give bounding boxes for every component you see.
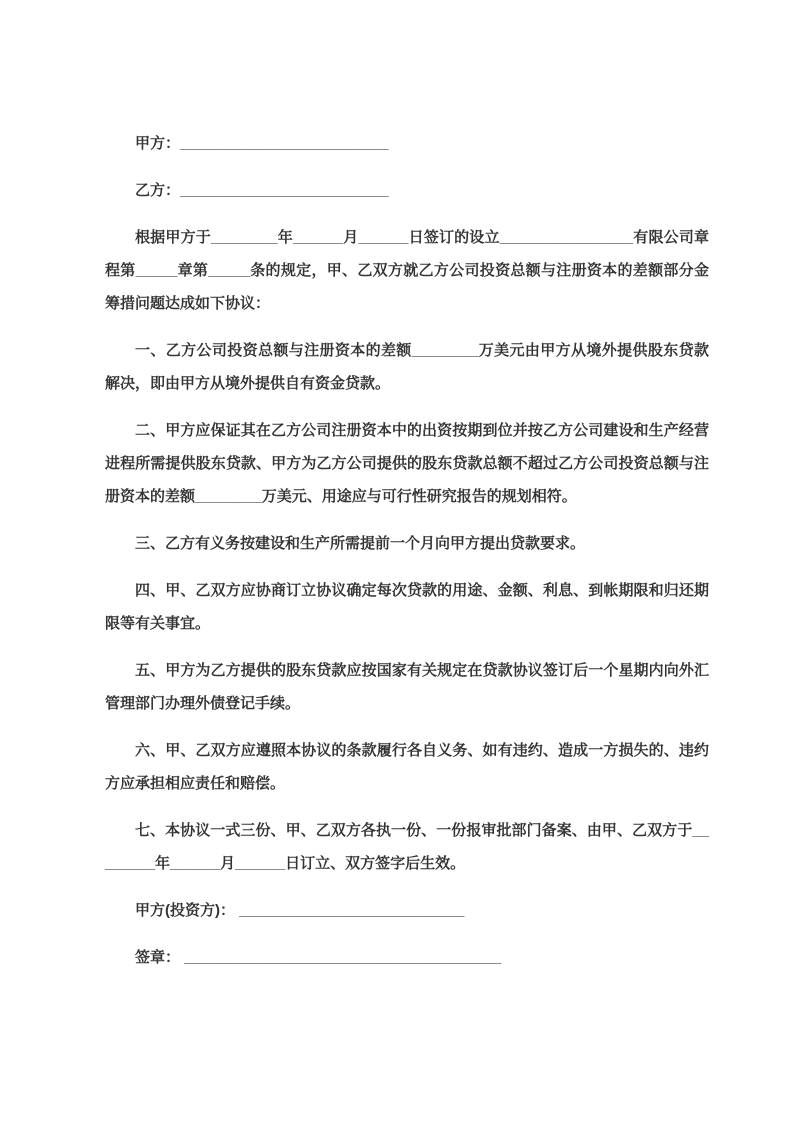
clause-3: 三、乙方有义务按建设和生产所需提前一个月向甲方提出贷款要求。	[135, 535, 586, 552]
clause-5: 五、甲方为乙方提供的股东贷款应按国家有关规定在贷款协议签订后一个星期内向外汇管理部门办理外债登记手续。	[105, 662, 709, 712]
clause-1: 一、乙方公司投资总额与注册资本的差额________万美元由甲方从境外提供股东贷款解决，即由甲方从境外提供自有资金贷款。	[105, 342, 709, 392]
clause-7: 七、本协议一式三份、甲、乙双方各执一份、一份报审批部门备案、由甲、乙双方于________年______月______日订立、双方签字后生效。	[105, 822, 709, 872]
clause-6: 六、甲、乙双方应遵照本协议的条款履行各自义务、如有违约、造成一方损失的、违约方应承担相应责任和赔偿。	[105, 742, 709, 792]
party-a-line: 甲方：_________________________	[135, 135, 389, 152]
signature-party-a: 甲方(投资方)： ___________________________	[135, 902, 465, 919]
clause-2: 二、甲方应保证其在乙方公司注册资本中的出资按期到位并按乙方公司建设和生产经营进程所需提供股东贷款、甲方为乙方公司提供的股东贷款总额不超过乙方公司投资总额与注册资本的差额________万美元、用途应与可行性研究报告的规划相符。	[105, 422, 709, 505]
clause-4: 四、甲、乙双方应协商订立协议确定每次贷款的用途、金额、利息、到帐期限和归还期限等有关事宜。	[105, 582, 709, 632]
signature-seal: 签章： ______________________________________	[135, 949, 502, 966]
party-b-line: 乙方：_________________________	[135, 182, 389, 199]
preamble: 根据甲方于________年______月______日签订的设立________________有限公司章程第_____章第_____条的规定，甲、乙双方就乙方公司投资总额与注册资本的差额部分金筹措问题达成如下协议：	[105, 229, 709, 312]
